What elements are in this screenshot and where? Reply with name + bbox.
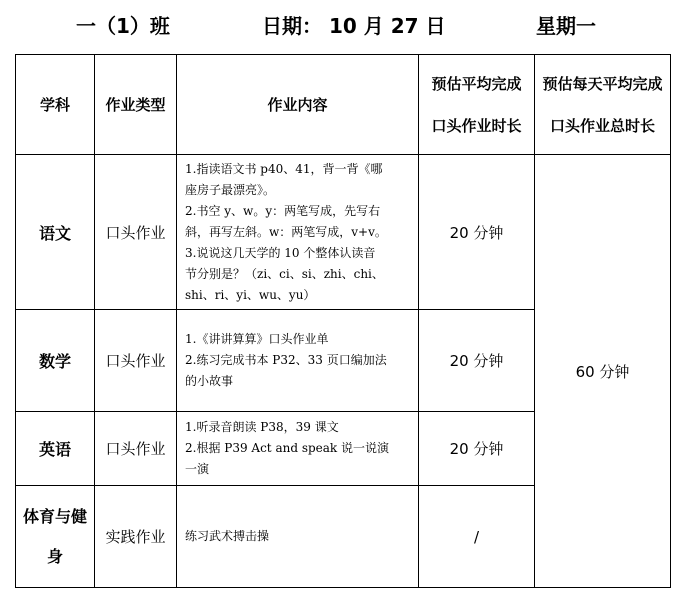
- duration-cell: 20 分钟: [419, 412, 535, 486]
- content-line: 2.书空 y、w。y：两笔写成，先写右: [185, 203, 381, 218]
- header-avg-time-line1: 预估平均完成: [431, 74, 522, 93]
- content-line: 3.说说这几天学的 10 个整体认读音: [185, 245, 376, 260]
- homework-table: [15, 54, 671, 588]
- subject-line: 体育与健: [22, 506, 87, 526]
- content-line: 1.《讲讲算算》口头作业单: [185, 332, 329, 346]
- header-content: 作业内容: [177, 55, 419, 155]
- duration-cell: 20 分钟: [419, 310, 535, 412]
- header-total-time: [535, 55, 671, 155]
- content-line: 2.根据 P39 Act and speak 说一说演: [185, 441, 390, 455]
- type-cell: 口头作业: [95, 155, 177, 310]
- subject-cell: 语文: [16, 155, 95, 310]
- weekday-label: 星期一: [536, 14, 596, 38]
- table-row-chinese: [16, 155, 671, 310]
- content-cell: [177, 486, 419, 588]
- content-cell: [177, 155, 419, 310]
- header-avg-time-line2: 口头作业时长: [431, 116, 522, 135]
- content-line: 1.听录音朗读 P38，39 课文: [185, 420, 339, 434]
- content-line: 1.指读语文书 p40、41，背一背《哪: [185, 161, 383, 176]
- total-time-cell: 60 分钟: [535, 155, 671, 588]
- duration-cell: /: [419, 486, 535, 588]
- type-cell: 实践作业: [95, 486, 177, 588]
- header-total-time-line1: 预估每天平均完成: [542, 74, 663, 93]
- subject-line: 身: [46, 546, 63, 566]
- content-line: 2.练习完成书本 P32、33 页口编加法: [185, 353, 387, 367]
- subject-cell: 英语: [16, 412, 95, 486]
- content-line: 节分别是？（zi、ci、si、zhi、chi、: [185, 266, 384, 281]
- content-line: 一演: [185, 462, 210, 476]
- content-line: 的小故事: [185, 374, 234, 388]
- subject-cell: [16, 486, 95, 588]
- content-cell: [177, 310, 419, 412]
- header-type: 作业类型: [95, 55, 177, 155]
- header-total-time-line2: 口头作业总时长: [549, 116, 655, 135]
- content-line: 斜，再写左斜。w：两笔写成，v+v。: [185, 224, 387, 239]
- subject-cell: 数学: [16, 310, 95, 412]
- type-cell: 口头作业: [95, 310, 177, 412]
- table-header-row: [16, 55, 671, 155]
- header-subject: 学科: [16, 55, 95, 155]
- content-cell: [177, 412, 419, 486]
- content-line: 练习武术搏击操: [185, 529, 270, 543]
- content-line: shi、ri、yi、wu、yu）: [185, 287, 316, 302]
- type-cell: 口头作业: [95, 412, 177, 486]
- class-name: 一（1）班: [76, 14, 170, 38]
- content-line: 座房子最漂亮》。: [185, 182, 276, 197]
- date-label: 日期： 10 月 27 日: [262, 14, 446, 38]
- duration-cell: 20 分钟: [419, 155, 535, 310]
- page-header: [0, 8, 688, 40]
- header-avg-time: [419, 55, 535, 155]
